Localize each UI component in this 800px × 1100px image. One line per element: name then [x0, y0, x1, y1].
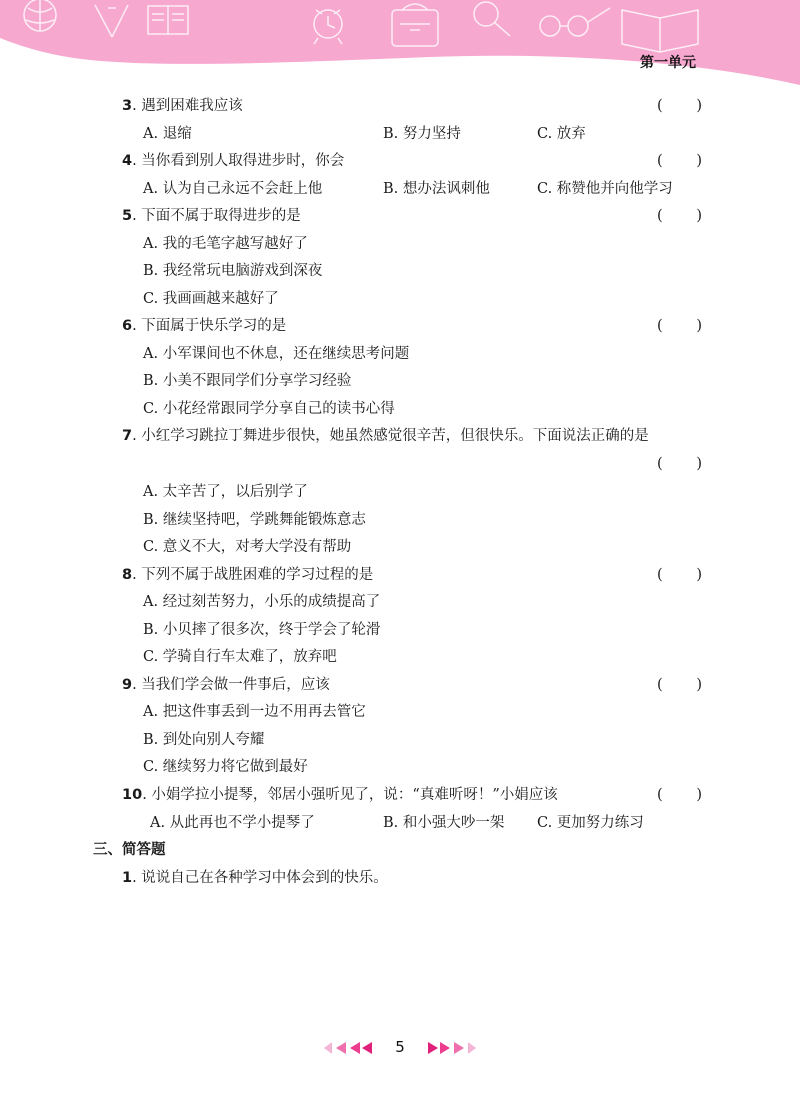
question-number: 10 — [122, 787, 143, 803]
option-c: C. 继续努力将它做到最好 — [143, 759, 308, 775]
question-10 — [122, 785, 558, 805]
option-b: B. 努力坚持 — [383, 126, 461, 142]
answer-parentheses[interactable]: ( ) — [657, 318, 702, 334]
option-c: C. 放弃 — [537, 126, 586, 142]
question-stem: . 当你看到别人取得进步时，你会 — [132, 153, 345, 169]
option-b: B. 到处向别人夸耀 — [143, 732, 265, 748]
question-stem: . 遇到困难我应该 — [132, 98, 243, 114]
option-a: A. 经过刻苦努力，小乐的成绩提高了 — [143, 594, 381, 610]
option-c: C. 小花经常跟同学分享自己的读书心得 — [143, 401, 395, 417]
option-a: A. 退缩 — [143, 126, 192, 142]
question-number: 9 — [122, 677, 133, 693]
option-c: C. 更加努力练习 — [537, 815, 644, 831]
option-a: A. 认为自己永远不会赶上他 — [143, 181, 323, 197]
section-title: 三、简答题 — [93, 841, 166, 858]
question-number: 6 — [122, 318, 133, 334]
question-number: 8 — [122, 567, 133, 583]
option-b: B. 小美不跟同学们分享学习经验 — [143, 373, 352, 389]
question-stem: . 下列不属于战胜困难的学习过程的是 — [132, 567, 374, 583]
option-b: B. 我经常玩电脑游戏到深夜 — [143, 263, 323, 279]
page-footer — [0, 1036, 800, 1060]
question-4 — [122, 151, 344, 171]
question-3 — [122, 96, 243, 116]
question-stem: . 小娟学拉小提琴，邻居小强听见了，说：“真难听呀！”小娟应该 — [142, 787, 558, 803]
question-number: 7 — [122, 428, 133, 444]
question-stem: . 说说自己在各种学习中体会到的快乐。 — [132, 870, 388, 886]
question-number: 3 — [122, 98, 133, 114]
right-arrows-icon — [428, 1040, 476, 1056]
option-a: A. 把这件事丢到一边不用再去管它 — [143, 704, 366, 720]
answer-parentheses[interactable]: ( ) — [657, 567, 702, 583]
option-b: B. 继续坚持吧，学跳舞能锻炼意志 — [143, 512, 366, 528]
option-a: A. 我的毛笔字越写越好了 — [143, 236, 308, 252]
option-c: C. 意义不大，对考大学没有帮助 — [143, 539, 352, 555]
question-number: 4 — [122, 153, 133, 169]
question-number: 5 — [122, 208, 133, 224]
answer-parentheses[interactable]: ( ) — [657, 153, 702, 169]
question-stem: . 下面属于快乐学习的是 — [132, 318, 287, 334]
option-b: B. 和小强大吵一架 — [383, 815, 505, 831]
short-answer-question-1 — [122, 868, 388, 888]
question-7 — [122, 426, 649, 446]
option-c: C. 我画画越来越好了 — [143, 291, 279, 307]
question-stem: . 小红学习跳拉丁舞进步很快，她虽然感觉很辛苦，但很快乐。下面说法正确的是 — [132, 428, 649, 444]
answer-parentheses[interactable]: ( ) — [657, 677, 702, 693]
unit-label: 第一单元 — [640, 55, 696, 71]
page-number: 5 — [395, 1038, 405, 1056]
question-8 — [122, 565, 373, 585]
answer-parentheses[interactable]: ( ) — [657, 456, 702, 472]
question-stem: . 下面不属于取得进步的是 — [132, 208, 301, 224]
question-stem: . 当我们学会做一件事后，应该 — [132, 677, 330, 693]
answer-parentheses[interactable]: ( ) — [657, 98, 702, 114]
option-a: A. 从此再也不学小提琴了 — [150, 815, 315, 831]
option-a: A. 太辛苦了，以后别学了 — [143, 484, 308, 500]
option-b: B. 小贝摔了很多次，终于学会了轮滑 — [143, 622, 381, 638]
question-number: 1 — [122, 870, 133, 886]
answer-parentheses[interactable]: ( ) — [657, 208, 702, 224]
question-5 — [122, 206, 301, 226]
question-6 — [122, 316, 286, 336]
question-9 — [122, 675, 330, 695]
answer-parentheses[interactable]: ( ) — [657, 787, 702, 803]
option-b: B. 想办法讽刺他 — [383, 181, 490, 197]
option-a: A. 小军课间也不休息，还在继续思考问题 — [143, 346, 410, 362]
left-arrows-icon — [324, 1040, 372, 1056]
option-c: C. 学骑自行车太难了，放弃吧 — [143, 649, 337, 665]
option-c: C. 称赞他并向他学习 — [537, 181, 673, 197]
